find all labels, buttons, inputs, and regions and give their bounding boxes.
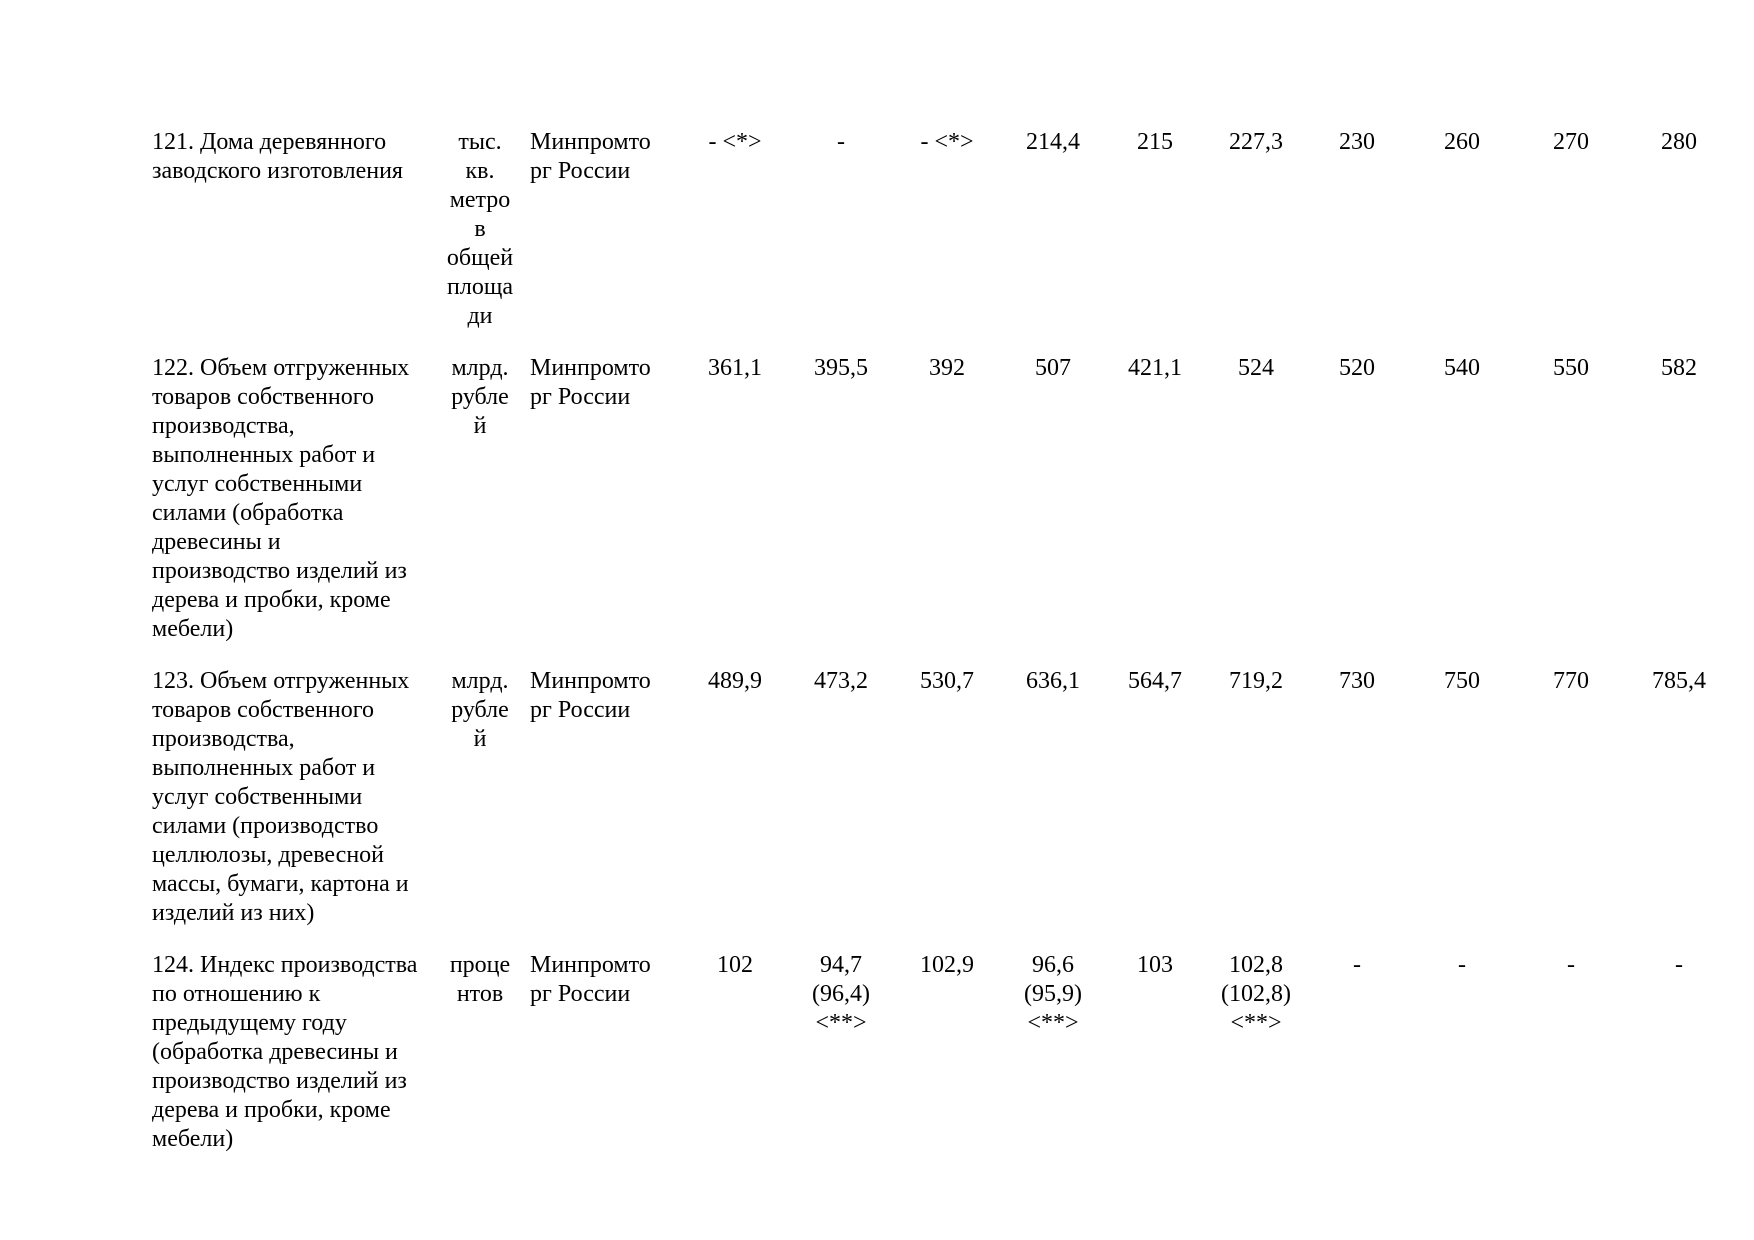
value-cell: 550	[1553, 355, 1589, 381]
value-cell: 770	[1553, 668, 1589, 694]
unit-cell: тыс. кв. метро в общей площа ди	[446, 129, 514, 329]
value-cell: 719,2	[1229, 668, 1283, 694]
value-cell: -	[1353, 952, 1361, 978]
value-cell: 102	[717, 952, 753, 978]
value-cell: 361,1	[708, 355, 762, 381]
value-cell: -	[1567, 952, 1575, 978]
source-cell: Минпромто рг России	[530, 355, 651, 410]
indicator-name: 124. Индекс производства по отношению к предыдущему году (обработка древесины и производство изделий из дерева и пробки, кроме мебели)	[152, 952, 418, 1152]
unit-cell: млрд. рубле й	[451, 355, 509, 439]
value-cell: 530,7	[920, 668, 974, 694]
value-cell: 260	[1444, 129, 1480, 155]
value-cell: 473,2	[814, 668, 868, 694]
value-cell: 96,6 (95,9) <**>	[1024, 952, 1082, 1036]
value-cell: 280	[1661, 129, 1697, 155]
value-cell: 507	[1035, 355, 1071, 381]
value-cell: 392	[929, 355, 965, 381]
value-cell: 94,7 (96,4) <**>	[812, 952, 870, 1036]
table-row	[146, 667, 1734, 951]
value-cell: 215	[1137, 129, 1173, 155]
value-cell: 489,9	[708, 668, 762, 694]
value-cell: -	[1458, 952, 1466, 978]
value-cell: 564,7	[1128, 668, 1182, 694]
value-cell: 421,1	[1128, 355, 1182, 381]
indicators-table	[146, 128, 1734, 1177]
value-cell: 214,4	[1026, 129, 1080, 155]
value-cell: 540	[1444, 355, 1480, 381]
source-cell: Минпромто рг России	[530, 129, 651, 184]
indicator-name: 121. Дома деревянного заводского изготовления	[152, 129, 403, 184]
value-cell: 227,3	[1229, 129, 1283, 155]
value-cell: -	[1675, 952, 1683, 978]
value-cell: 102,9	[920, 952, 974, 978]
indicator-name: 123. Объем отгруженных товаров собственного производства, выполненных работ и услуг собственными силами (производство целлюлозы, древесной массы, бумаги, картона и изделий из них)	[152, 668, 410, 926]
unit-cell: млрд. рубле й	[451, 668, 509, 752]
value-cell: 270	[1553, 129, 1589, 155]
value-cell: 582	[1661, 355, 1697, 381]
table-row	[146, 951, 1734, 1177]
indicator-name: 122. Объем отгруженных товаров собственного производства, выполненных работ и услуг собственными силами (обработка древесины и производство изделий из дерева и пробки, кроме мебели)	[152, 355, 410, 642]
value-cell: 520	[1339, 355, 1375, 381]
source-cell: Минпромто рг России	[530, 952, 651, 1007]
value-cell: 730	[1339, 668, 1375, 694]
unit-cell: проце нтов	[449, 952, 511, 1007]
value-cell: 102,8 (102,8) <**>	[1221, 952, 1291, 1036]
value-cell: 750	[1444, 668, 1480, 694]
value-cell: 524	[1238, 355, 1274, 381]
value-cell: 636,1	[1026, 668, 1080, 694]
value-cell: 103	[1137, 952, 1173, 978]
value-cell: 785,4	[1652, 668, 1706, 694]
source-cell: Минпромто рг России	[530, 668, 651, 723]
table-row	[146, 128, 1734, 354]
value-cell: - <*>	[708, 129, 762, 155]
value-cell: -	[837, 129, 845, 155]
value-cell: 395,5	[814, 355, 868, 381]
value-cell: - <*>	[920, 129, 974, 155]
table-row	[146, 354, 1734, 667]
value-cell: 230	[1339, 129, 1375, 155]
